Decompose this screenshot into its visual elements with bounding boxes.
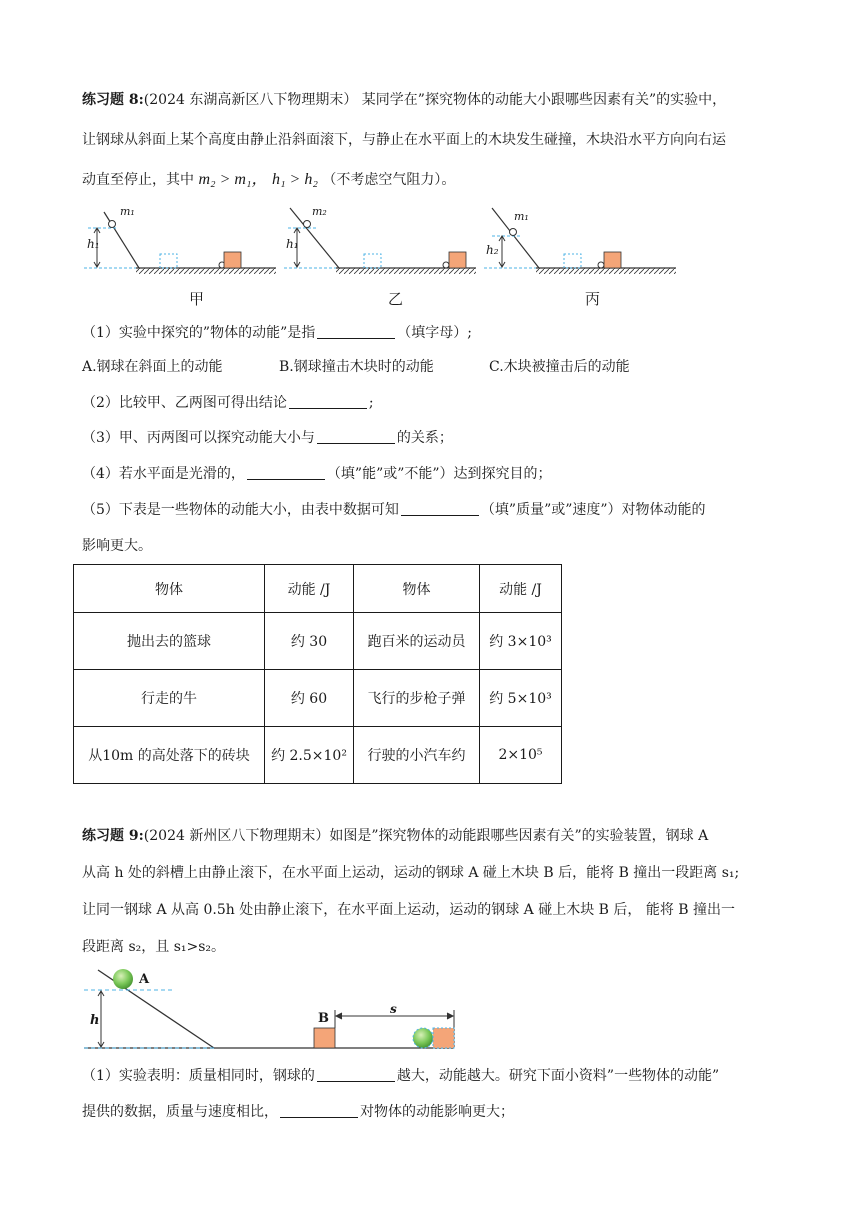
fig-bing-mass: m₁ xyxy=(514,210,529,223)
answer-blank[interactable] xyxy=(401,501,479,516)
q8-line2: 让钢球从斜面上某个高度由静止沿斜面滚下，与静止在水平面上的木块发生碰撞，木块沿水平方向向右运 xyxy=(82,132,726,148)
q8-sub2-post: ; xyxy=(368,395,374,411)
q8-sub1 xyxy=(82,323,472,343)
table-cell: 约 30 xyxy=(265,613,354,670)
q9-sub1-line2-pre: 提供的数据，质量与速度相比， xyxy=(82,1104,278,1120)
fig-jia-mass: m₁ xyxy=(120,205,135,218)
table-cell: 约 5×10³ xyxy=(480,670,562,727)
answer-blank[interactable] xyxy=(289,394,367,409)
q9-sub1 xyxy=(82,1066,719,1086)
q8-sub2-text: （2）比较甲、乙两图可得出结论 xyxy=(82,395,287,411)
q9-title xyxy=(82,826,708,846)
answer-blank[interactable] xyxy=(317,1067,395,1082)
table-header: 物体 xyxy=(74,565,265,613)
q9-sub1-line2-post: 对物体的动能影响更大； xyxy=(360,1104,514,1120)
answer-blank[interactable] xyxy=(317,324,395,339)
q8-sub3 xyxy=(82,428,453,448)
q8-sub5-line2: 影响更大。 xyxy=(82,538,152,554)
q8-sub5 xyxy=(82,500,706,520)
q9-distance-label: s xyxy=(390,1002,397,1016)
q8-sub3-text: （3）甲、丙两图可以探究动能大小与 xyxy=(82,430,315,446)
fig-yi-caption: 乙 xyxy=(388,290,404,308)
table-cell: 跑百米的运动员 xyxy=(354,613,480,670)
q8-title xyxy=(82,90,726,110)
table-cell: 约 2.5×10² xyxy=(265,727,354,784)
fig-jia xyxy=(84,212,276,274)
q8-sub4-post: （填”能”或”不能”）达到探究目的； xyxy=(326,466,552,482)
fig-jia-caption: 甲 xyxy=(189,290,205,308)
q8-sub5-post: （填”质量”或”速度”）对物体动能的 xyxy=(480,502,706,518)
q8-sub3-post: 的关系； xyxy=(396,430,453,446)
q9-label: 练习题 9: xyxy=(82,828,144,844)
q8-sub4 xyxy=(82,464,552,484)
q8-line3 xyxy=(82,170,455,190)
table-cell: 约 3×10³ xyxy=(480,613,562,670)
q9-sub1-post: 越大，动能越大。研究下面小资料”一些物体的动能” xyxy=(396,1068,720,1084)
q8-sub5-text: （5）下表是一些物体的动能大小，由表中数据可知 xyxy=(82,502,399,518)
q8-optB: B.钢球撞击木块时的动能 xyxy=(279,359,434,375)
answer-blank[interactable] xyxy=(280,1103,358,1118)
q8-line3-post: （不考虑空气阻力）。 xyxy=(322,172,456,188)
q8-label: 练习题 8: xyxy=(82,92,144,108)
q8-sub1-post: （填字母）; xyxy=(397,325,472,341)
q8-line3-pre: 动直至停止，其中 xyxy=(82,172,194,188)
table-row xyxy=(74,727,562,784)
fig-bing xyxy=(484,208,676,274)
fig-bing-height: h₂ xyxy=(486,243,499,257)
table-cell: 飞行的步枪子弹 xyxy=(354,670,480,727)
q8-sub4-text: （4）若水平面是光滑的， xyxy=(82,466,245,482)
q8-sub2 xyxy=(82,393,374,413)
q9-sub1-line2 xyxy=(82,1102,514,1122)
table-header: 物体 xyxy=(354,565,480,613)
table-header: 动能 /J xyxy=(480,565,562,613)
q9-block-label: B xyxy=(318,1011,329,1026)
q8-title-text: (2024 东湖高新区八下物理期末） 某同学在”探究物体的动能大小跟哪些因素有关”的实验中， xyxy=(143,92,727,108)
table-header: 动能 /J xyxy=(265,565,354,613)
table-cell: 2×10⁵ xyxy=(480,727,562,784)
table-cell: 行驶的小汽车约 xyxy=(354,727,480,784)
q8-optA: A.钢球在斜面上的动能 xyxy=(82,359,223,375)
q9-title-text: (2024 新州区八下物理期末）如图是”探究物体的动能跟哪些因素有关”的实验装置，钢球 A xyxy=(143,828,709,844)
table-cell: 行走的牛 xyxy=(74,670,265,727)
q9-line3: 让同一钢球 A 从高 0.5h 处由静止滚下，在水平面上运动，运动的钢球 A 碰上木块 B 后， 能将 B 撞出一 xyxy=(82,902,736,918)
table-cell: 从10m 的高处落下的砖块 xyxy=(74,727,265,784)
table-header-row xyxy=(74,565,562,613)
fig-jia-height: h₁ xyxy=(87,237,100,251)
q8-figures xyxy=(84,204,684,284)
table-row xyxy=(74,670,562,727)
q9-sub1-text: （1）实验表明：质量相同时，钢球的 xyxy=(82,1068,315,1084)
answer-blank[interactable] xyxy=(317,429,395,444)
q9-height-label: h xyxy=(90,1013,100,1028)
q8-cond2: h₁ > h₂ xyxy=(271,171,318,188)
q9-line4: 段距离 s₂，且 s₁>s₂。 xyxy=(82,939,226,955)
table-cell: 抛出去的篮球 xyxy=(74,613,265,670)
table-cell: 约 60 xyxy=(265,670,354,727)
fig-yi-mass: m₂ xyxy=(312,205,327,218)
q9-line2: 从高 h 处的斜槽上由静止滚下，在水平面上运动，运动的钢球 A 碰上木块 B 后，能将 B 撞出一段距离 s₁; xyxy=(82,865,740,881)
energy-table xyxy=(73,564,562,784)
fig-yi-height: h₁ xyxy=(286,237,299,251)
answer-blank[interactable] xyxy=(247,465,325,480)
table-row xyxy=(74,613,562,670)
q8-optC: C.木块被撞击后的动能 xyxy=(489,359,630,375)
fig-bing-caption: 丙 xyxy=(585,290,601,308)
q9-ball-label: A xyxy=(139,972,150,987)
q8-cond1: m₂ > m₁， xyxy=(198,171,268,188)
q8-sub1-text: （1）实验中探究的”物体的动能”是指 xyxy=(82,325,316,341)
